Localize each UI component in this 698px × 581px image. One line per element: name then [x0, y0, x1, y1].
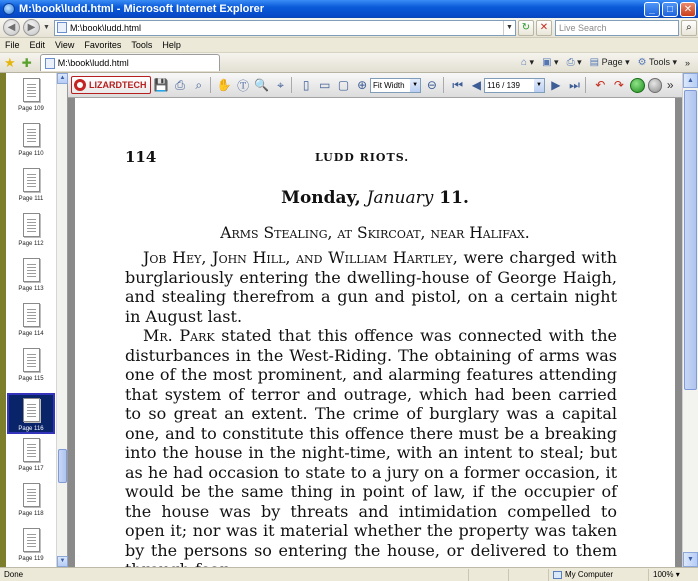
- next-page-icon[interactable]: ▶: [551, 78, 561, 92]
- zoom-status-label: 100%: [653, 570, 674, 579]
- scroll-knob[interactable]: [684, 90, 697, 390]
- thumbnail-item[interactable]: [7, 438, 55, 478]
- toolbar-more-chevron-icon[interactable]: »: [666, 78, 674, 92]
- thumbnail-label: Page 117: [18, 466, 44, 472]
- page-thumbnail-icon: [23, 528, 40, 552]
- more-chevron-icon[interactable]: »: [684, 57, 690, 68]
- page-select[interactable]: [484, 78, 545, 93]
- date-month: January: [366, 188, 434, 208]
- text-select-icon[interactable]: Ⓣ: [237, 78, 250, 93]
- separator: [291, 77, 292, 93]
- forward-button[interactable]: ▶: [23, 19, 40, 36]
- window-title: M:\book\ludd.html - Microsoft Internet Explorer: [19, 3, 265, 15]
- add-favorite-icon[interactable]: ✚: [21, 55, 32, 70]
- favorites-star-icon[interactable]: ★: [4, 54, 16, 70]
- fit-width-icon[interactable]: ▭: [319, 78, 331, 92]
- page-menu-button[interactable]: ▤ Page ▾: [589, 57, 630, 68]
- separator: [443, 77, 444, 93]
- paragraph: [125, 248, 617, 326]
- thumbnail-label: Page 116: [18, 426, 44, 432]
- address-input[interactable]: M:\book\ludd.html: [69, 22, 141, 33]
- viewer-toolbar: [68, 73, 682, 98]
- page-thumbnail-icon: [23, 348, 40, 372]
- menu-favorites[interactable]: Favorites: [84, 40, 122, 50]
- back-view-icon[interactable]: ↶: [595, 78, 606, 92]
- thumbnail-item[interactable]: [7, 168, 55, 208]
- thumbnail-item[interactable]: [7, 528, 55, 568]
- tab-page-icon: [45, 58, 55, 69]
- page-dropdown-icon[interactable]: ▼: [534, 79, 544, 92]
- status-text: Done: [4, 570, 24, 579]
- back-button[interactable]: ◀: [3, 19, 20, 36]
- status-bar: [0, 567, 698, 581]
- stop-icon[interactable]: [648, 78, 663, 93]
- zoom-out-icon[interactable]: ⊖: [426, 78, 437, 92]
- thumbnail-label: Page 115: [18, 376, 44, 382]
- menu-help[interactable]: Help: [162, 40, 181, 50]
- menu-file[interactable]: File: [5, 40, 20, 50]
- search-input[interactable]: Live Search: [555, 20, 679, 36]
- save-icon[interactable]: 💾: [153, 78, 169, 92]
- thumbnail-label: Page 118: [18, 511, 44, 517]
- zoom-in-icon[interactable]: ⊕: [357, 78, 368, 92]
- fit-page-icon[interactable]: ▯: [302, 78, 310, 92]
- thumbnail-item[interactable]: [7, 123, 55, 163]
- tab-row: [0, 53, 698, 73]
- stop-button[interactable]: ✕: [536, 20, 552, 36]
- document-page: [75, 98, 675, 578]
- thumb-scroll-knob[interactable]: [58, 449, 67, 483]
- search-icon[interactable]: ⌕: [681, 20, 697, 36]
- thumbnail-item[interactable]: [7, 213, 55, 253]
- zoom-select[interactable]: [370, 78, 421, 93]
- menu-edit[interactable]: Edit: [29, 40, 46, 50]
- maximize-button[interactable]: □: [662, 2, 678, 17]
- thumbnail-item[interactable]: [7, 303, 55, 343]
- zone-indicator: [548, 569, 648, 581]
- page-icon: [57, 22, 67, 33]
- pan-hand-icon[interactable]: ✋: [216, 78, 232, 92]
- actual-size-icon[interactable]: ▢: [337, 78, 350, 92]
- browser-tab[interactable]: [40, 54, 220, 71]
- go-icon[interactable]: [630, 78, 645, 93]
- page-thumbnail-icon: [23, 213, 40, 237]
- zoom-indicator[interactable]: 100% ▾: [648, 569, 698, 581]
- separator: [210, 77, 211, 93]
- date-day: 11.: [439, 188, 469, 208]
- speaker-name: Mr. Park: [143, 326, 215, 345]
- page-thumbnail-icon: [23, 438, 40, 462]
- title-bar: [0, 0, 698, 18]
- print-icon[interactable]: ⎙: [175, 77, 185, 92]
- last-page-icon[interactable]: ⏭: [569, 77, 580, 92]
- defendant-names: Job Hey, John Hill, and William Hartley,: [143, 248, 458, 267]
- status-segment: [508, 569, 548, 581]
- page-thumbnail-icon: [23, 258, 40, 282]
- page-indicator: 116 / 139: [487, 80, 520, 90]
- thumbnail-label: Page 113: [18, 286, 44, 292]
- address-row: [0, 18, 698, 38]
- zone-label: My Computer: [565, 570, 614, 579]
- page-menu-label: Page: [601, 57, 623, 67]
- separator: [585, 77, 586, 93]
- page-thumbnail-icon: [23, 123, 40, 147]
- prev-page-icon[interactable]: ◀: [471, 78, 481, 92]
- computer-icon: [553, 571, 562, 579]
- tab-label: M:\book\ludd.html: [57, 58, 129, 68]
- forward-view-icon[interactable]: ↷: [613, 78, 624, 92]
- page-thumbnail-icon: [23, 483, 40, 507]
- page-thumbnail-icon: [23, 168, 40, 192]
- brand-label: LIZARDTECH: [89, 80, 147, 90]
- section-title: Arms Stealing, at Skircoat, near Halifax.: [220, 224, 530, 242]
- panel-splitter[interactable]: [0, 73, 6, 567]
- tools-menu-label: Tools: [648, 57, 670, 67]
- thumbnail-item[interactable]: [7, 78, 55, 118]
- page-thumbnail-icon: [23, 78, 40, 102]
- find-icon[interactable]: ⌕: [195, 77, 203, 92]
- paragraph: [125, 326, 617, 580]
- running-title: LUDD RIOTS.: [315, 151, 410, 164]
- document-body: [125, 248, 617, 580]
- thumbnail-item[interactable]: [7, 483, 55, 523]
- menu-bar: [0, 38, 698, 53]
- first-page-icon[interactable]: ⏮: [452, 77, 464, 92]
- scroll-up-icon[interactable]: ▲: [683, 73, 698, 88]
- thumbnail-label: Page 109: [18, 106, 44, 112]
- print-button[interactable]: ⎙ ▾: [566, 57, 582, 68]
- thumbnail-label: Page 111: [18, 196, 44, 202]
- date-prefix: Monday,: [281, 188, 361, 208]
- menu-view[interactable]: View: [55, 40, 75, 50]
- tools-menu-button[interactable]: ⚙ Tools ▾: [637, 57, 677, 68]
- ie-logo-icon: [3, 3, 15, 15]
- page-thumbnail-icon: [23, 303, 40, 327]
- thumbnail-item[interactable]: [7, 393, 55, 434]
- home-button[interactable]: ⌂ ▾: [521, 57, 535, 68]
- thumb-scroll-down-icon[interactable]: ▼: [57, 556, 68, 567]
- thumbnail-label: Page 119: [18, 556, 44, 562]
- feeds-button[interactable]: ▣ ▾: [542, 57, 559, 68]
- magnifier-icon[interactable]: ⌖: [277, 77, 284, 92]
- command-bar: [521, 57, 698, 68]
- thumbnail-label: Page 114: [18, 331, 44, 337]
- menu-tools[interactable]: Tools: [131, 40, 153, 50]
- thumb-scroll-up-icon[interactable]: ▲: [57, 73, 68, 84]
- thumbnail-panel: [0, 73, 68, 567]
- address-dropdown-icon[interactable]: ▼: [503, 21, 515, 35]
- scroll-down-icon[interactable]: ▼: [683, 552, 698, 567]
- zoom-dropdown-icon[interactable]: ▼: [410, 79, 420, 92]
- page-thumbnail-icon: [23, 398, 40, 422]
- page-number: 114: [125, 148, 157, 166]
- close-button[interactable]: ✕: [680, 2, 696, 17]
- zoom-rect-icon[interactable]: 🔍: [254, 78, 270, 92]
- refresh-button[interactable]: ↻: [518, 20, 534, 36]
- lizardtech-logo-button[interactable]: [71, 76, 151, 94]
- thumbnail-label: Page 110: [18, 151, 44, 157]
- document-viewport[interactable]: [68, 98, 682, 567]
- status-segment: [468, 569, 508, 581]
- address-bar[interactable]: [54, 20, 516, 36]
- paragraph-text: stated that this offence was connected with the disturbances in the West-Riding. The obtaining of arms was one of the most prominent, and alarming features attending that system of terror and outrage, which had been carried to so great an extent. The crime of burglary was a capital one, and to constitute this offence there must be a breaking into the house in the night-time, with an intent to steal; but as he had occasion to state to a jury on a former occasion, it would be the same thing in point of law, if the occupier of the house was by threats and intimidation compelled to open it; nor was it material whether the property was taken by the persons so entering the house, or delivered to them: [125, 326, 618, 560]
- history-dropdown-icon[interactable]: ▼: [43, 24, 50, 31]
- minimize-button[interactable]: _: [644, 2, 660, 17]
- lizardtech-logo-icon: [74, 79, 86, 91]
- thumbnail-item[interactable]: [7, 258, 55, 298]
- date-heading: [75, 188, 675, 208]
- paragraph-text: were charged with burglariously entering the dwelling-house of George Haigh, and stealing therefrom a gun and pistol, on a certain night in August last.: [125, 248, 618, 326]
- zoom-value: Fit Width: [373, 80, 405, 90]
- thumbnail-label: Page 112: [18, 241, 44, 247]
- thumbnail-item[interactable]: [7, 348, 55, 388]
- thumbnail-scrollbar[interactable]: [56, 73, 67, 567]
- document-scrollbar[interactable]: [682, 73, 698, 567]
